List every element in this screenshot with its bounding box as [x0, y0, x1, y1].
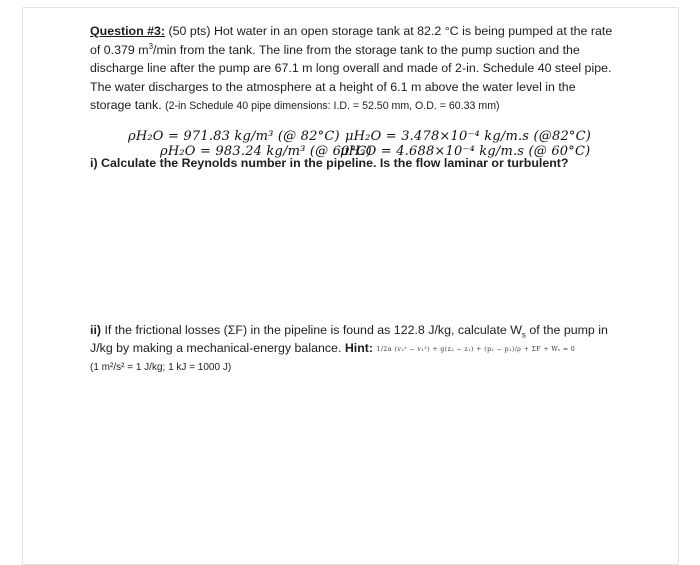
handwritten-viscosity-82: μH₂O = 3.478×10⁻⁴ kg/m.s (@82°C)	[345, 129, 592, 144]
part-i-text: Calculate the Reynolds number in the pipeline. Is the flow laminar or turbulent?	[101, 156, 569, 170]
handwritten-density-60: ρH₂O = 983.24 kg/m³ (@ 60°C)	[160, 144, 372, 159]
units-note: (1 m²/s² = 1 J/kg; 1 kJ = 1000 J)	[90, 362, 232, 373]
question-points: (50 pts)	[168, 24, 211, 38]
pipe-dimensions: (2-in Schedule 40 pipe dimensions: I.D. = 52.50 mm, O.D. = 60.33 mm)	[165, 100, 500, 113]
part-ii	[90, 322, 620, 377]
part-i	[90, 156, 620, 170]
question-text	[90, 22, 615, 116]
handwritten-viscosity-60: μH₂O = 4.688×10⁻⁴ kg/m.s (@ 60°C)	[340, 144, 591, 159]
question-body-2: /min from the tank. The line from the storage tank to the pump suction and the discharge line after the pump are 67.1 m long overall and made of 2-in. Schedule 40 steel pipe. The water discharges to the atmosphere at a height of 6.1 m above the water level in the storage tank.	[90, 42, 612, 113]
handwritten-density-82: ρH₂O = 971.83 kg/m³ (@ 82°C)	[128, 129, 340, 144]
part-ii-text-2: of the pump in J/kg by making a mechanical-energy balance.	[90, 323, 608, 355]
mechanical-energy-balance-equation: 1/2α (v₂² − v₁²) + g(z₂ − z₁) + (p₂ − p₁)/ρ + ΣF + Wₛ = 0	[376, 345, 576, 353]
ws-subscript: s	[521, 330, 526, 340]
hint-label: Hint:	[344, 340, 374, 355]
question-body-1: Hot water in an open storage tank at 82.2 °C is being pumped at the rate of 0.379 m	[90, 24, 613, 57]
part-i-label: i)	[90, 156, 98, 170]
cubic-superscript: 3	[148, 41, 154, 51]
question-heading: Question #3:	[90, 24, 166, 38]
part-ii-text-1: If the frictional losses (ΣF) in the pipeline is found as 122.8 J/kg, calculate W	[104, 323, 522, 337]
part-ii-label: ii)	[90, 323, 102, 337]
